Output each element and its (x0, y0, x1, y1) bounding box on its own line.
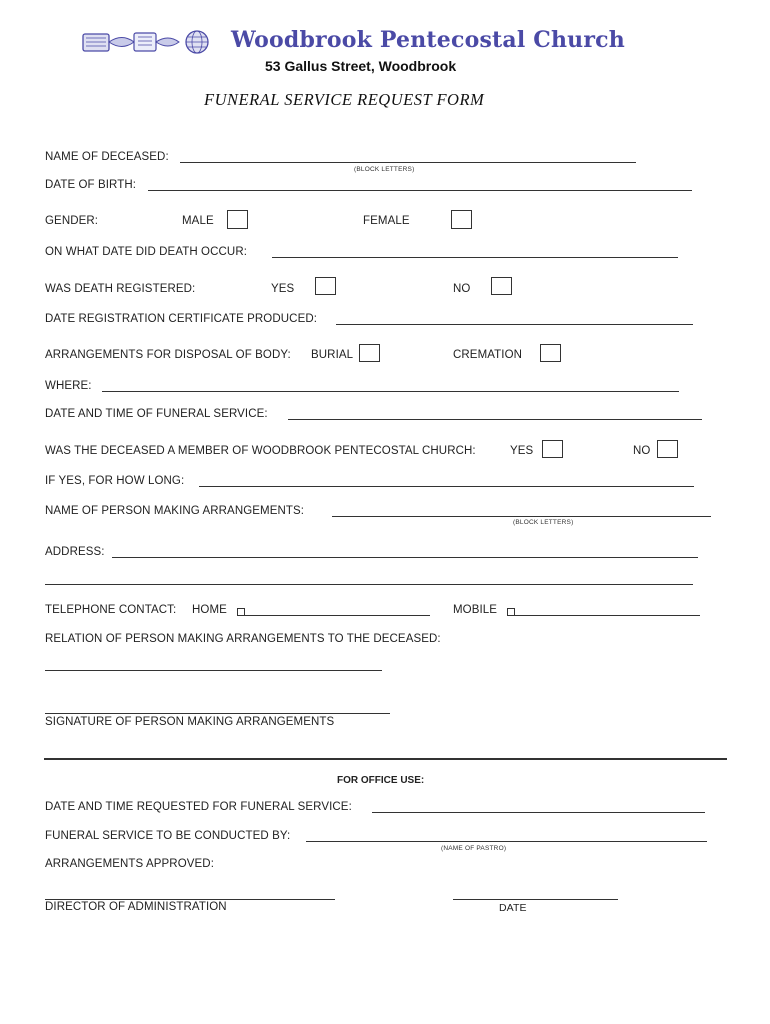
female-label: FEMALE (363, 215, 410, 227)
deceased-name-field[interactable] (180, 162, 636, 163)
office-use-heading: FOR OFFICE USE: (337, 775, 425, 786)
director-signature-field[interactable] (45, 899, 335, 900)
mobile-checkbox[interactable] (507, 608, 515, 616)
date-label: DATE (499, 902, 527, 914)
registered-yes-label: YES (271, 283, 295, 295)
logo-emblem-icon (82, 29, 218, 55)
deceased-name-label: NAME OF DECEASED: (45, 151, 169, 163)
registered-no-checkbox[interactable] (491, 277, 512, 295)
arranger-name-label: NAME OF PERSON MAKING ARRANGEMENTS: (45, 505, 305, 517)
member-yes-checkbox[interactable] (542, 440, 563, 458)
address-field-2[interactable] (45, 584, 693, 585)
cremation-label: CREMATION (453, 349, 523, 361)
home-label: HOME (192, 604, 227, 616)
membership-length-label: IF YES, FOR HOW LONG: (45, 475, 185, 487)
certificate-date-label: DATE REGISTRATION CERTIFICATE PRODUCED: (45, 313, 318, 325)
male-label: MALE (182, 215, 214, 227)
death-date-field[interactable] (272, 257, 678, 258)
requested-datetime-label: DATE AND TIME REQUESTED FOR FUNERAL SERVICE: (45, 801, 352, 813)
director-label: DIRECTOR OF ADMINISTRATION (45, 901, 227, 913)
dob-field[interactable] (148, 190, 692, 191)
conducted-by-label: FUNERAL SERVICE TO BE CONDUCTED BY: (45, 830, 291, 842)
block-letters-note-2: (BLOCK LETTERS) (513, 519, 574, 526)
church-address: 53 Gallus Street, Woodbrook (265, 58, 457, 74)
member-question-label: WAS THE DECEASED A MEMBER OF WOODBROOK PENTECOSTAL CHURCH: (45, 445, 476, 457)
form-title: FUNERAL SERVICE REQUEST FORM (204, 90, 485, 109)
church-name: Woodbrook Pentecostal Church (231, 27, 625, 53)
membership-length-field[interactable] (199, 486, 694, 487)
approved-label: ARRANGEMENTS APPROVED: (45, 858, 214, 870)
funeral-datetime-field[interactable] (288, 419, 702, 420)
block-letters-note: (BLOCK LETTERS) (354, 166, 415, 173)
death-date-label: ON WHAT DATE DID DEATH OCCUR: (45, 246, 248, 258)
registered-yes-checkbox[interactable] (315, 277, 336, 295)
relation-label: RELATION OF PERSON MAKING ARRANGEMENTS TO THE DECEASED: (45, 633, 441, 645)
burial-checkbox[interactable] (359, 344, 380, 362)
address-label: ADDRESS: (45, 546, 105, 558)
address-field-1[interactable] (112, 557, 698, 558)
registered-no-label: NO (453, 283, 471, 295)
death-registered-label: WAS DEATH REGISTERED: (45, 283, 196, 295)
conducted-by-field[interactable] (306, 841, 707, 842)
home-checkbox[interactable] (237, 608, 245, 616)
signature-label: SIGNATURE OF PERSON MAKING ARRANGEMENTS (45, 716, 335, 728)
telephone-label: TELEPHONE CONTACT: (45, 604, 177, 616)
section-divider (44, 758, 727, 760)
mobile-label: MOBILE (453, 604, 498, 616)
member-no-checkbox[interactable] (657, 440, 678, 458)
home-phone-field[interactable] (245, 615, 430, 616)
female-checkbox[interactable] (451, 210, 472, 229)
disposal-label: ARRANGEMENTS FOR DISPOSAL OF BODY: (45, 349, 291, 361)
where-field[interactable] (102, 391, 679, 392)
funeral-datetime-label: DATE AND TIME OF FUNERAL SERVICE: (45, 408, 268, 420)
where-label: WHERE: (45, 380, 92, 392)
pastor-note: (NAME OF PASTRO) (441, 845, 507, 852)
member-yes-label: YES (510, 445, 534, 457)
certificate-date-field[interactable] (336, 324, 693, 325)
arranger-name-field[interactable] (332, 516, 711, 517)
dob-label: DATE OF BIRTH: (45, 179, 137, 191)
signature-field[interactable] (45, 713, 390, 714)
requested-datetime-field[interactable] (372, 812, 705, 813)
male-checkbox[interactable] (227, 210, 248, 229)
member-no-label: NO (633, 445, 651, 457)
mobile-phone-field[interactable] (515, 615, 700, 616)
church-logo (82, 29, 218, 55)
cremation-checkbox[interactable] (540, 344, 561, 362)
approval-date-field[interactable] (453, 899, 618, 900)
relation-field[interactable] (45, 670, 382, 671)
burial-label: BURIAL (311, 349, 354, 361)
gender-label: GENDER: (45, 215, 99, 227)
